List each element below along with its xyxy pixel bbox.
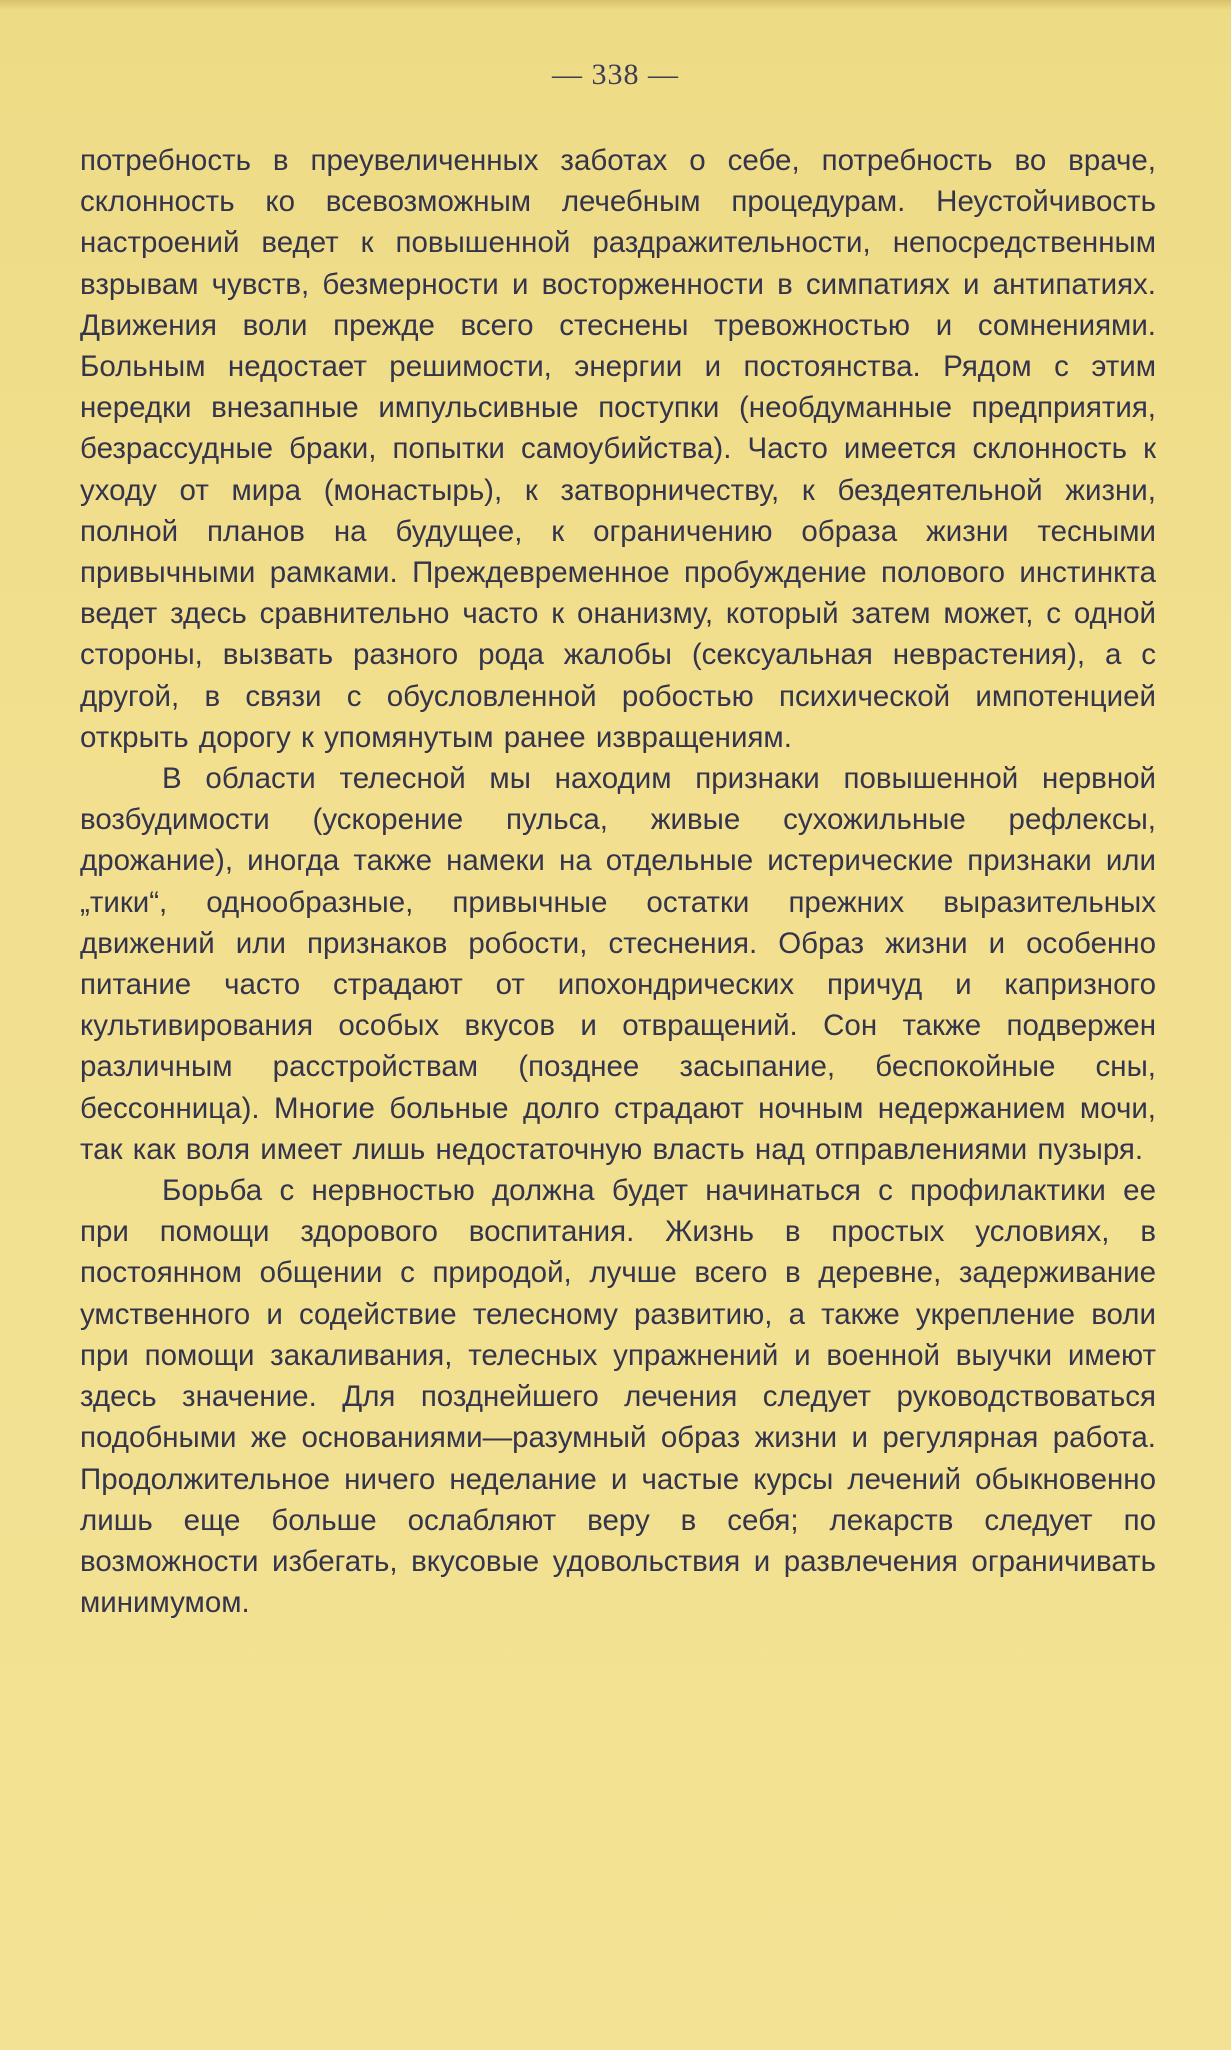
body-text — [80, 140, 1156, 1623]
paragraph-1: потребность в преувеличенных заботах о себе, потребность во враче, склонность ко всевозможным лечебным процедурам. Неустойчивость настроений ведет к повышенной раздражительности, непосредственным взрывам чувств, безмерности и восторженности в симпатиях и антипатиях. Движения воли прежде всего стеснены тревожностью и сомнениями. Больным недостает решимости, энергии и постоянства. Рядом с этим нередки внезапные импульсивные поступки (необдуманные предприятия, безрассудные браки, попытки самоубийства). Часто имеется склонность к уходу от мира (монастырь), к затворничеству, к бездеятельной жизни, полной планов на будущее, к ограничению образа жизни тесными привычными рамками. Преждевременное пробуждение полового инстинкта ведет здесь сравнительно часто к онанизму, который затем может, с одной стороны, вызвать разного рода жалобы (сексуальная неврастения), а с другой, в связи с обусловленной робостью психической импотенцией открыть дорогу к упомянутым ранее извращениям. — [80, 144, 1156, 754]
paragraph-2: В области телесной мы находим признаки повышенной нервной возбудимости (ускорение пульса, живые сухожильные рефлексы, дрожание), иногда также намеки на отдельные истерические признаки или „тики“, однообразные, привычные остатки прежних выразительных движений или признаков робости, стеснения. Образ жизни и особенно питание часто страдают от ипохондрических причуд и капризного культивирования особых вкусов и отвращений. Сон также подвержен различным расстройствам (позднее засыпание, беспокойные сны, бессонница). Многие больные долго страдают ночным недержанием мочи, так как воля имеет лишь недостаточную власть над отправлениями пузыря. — [80, 762, 1156, 1166]
page-number: — 338 — — [552, 58, 679, 91]
paragraph-3: Борьба с нервностью должна будет начинаться с профилактики ее при помощи здорового воспитания. Жизнь в простых условиях, в постоянном общении с природой, лучше всего в деревне, задерживание умственного и содействие телесному развитию, а также укрепление воли при помощи закаливания, телесных упражнений и военной выучки имеют здесь значение. Для позднейшего лечения следует руководствоваться подобными же основаниями—разумный образ жизни и регулярная работа. Продолжительное ничего неделание и частые курсы лечений обыкновенно лишь еще больше ослабляют веру в себя; лекарств следует по возможности избегать, вкусовые удовольствия и развлечения ограничивать минимумом. — [80, 1174, 1156, 1620]
page-top-edge — [0, 0, 1231, 10]
